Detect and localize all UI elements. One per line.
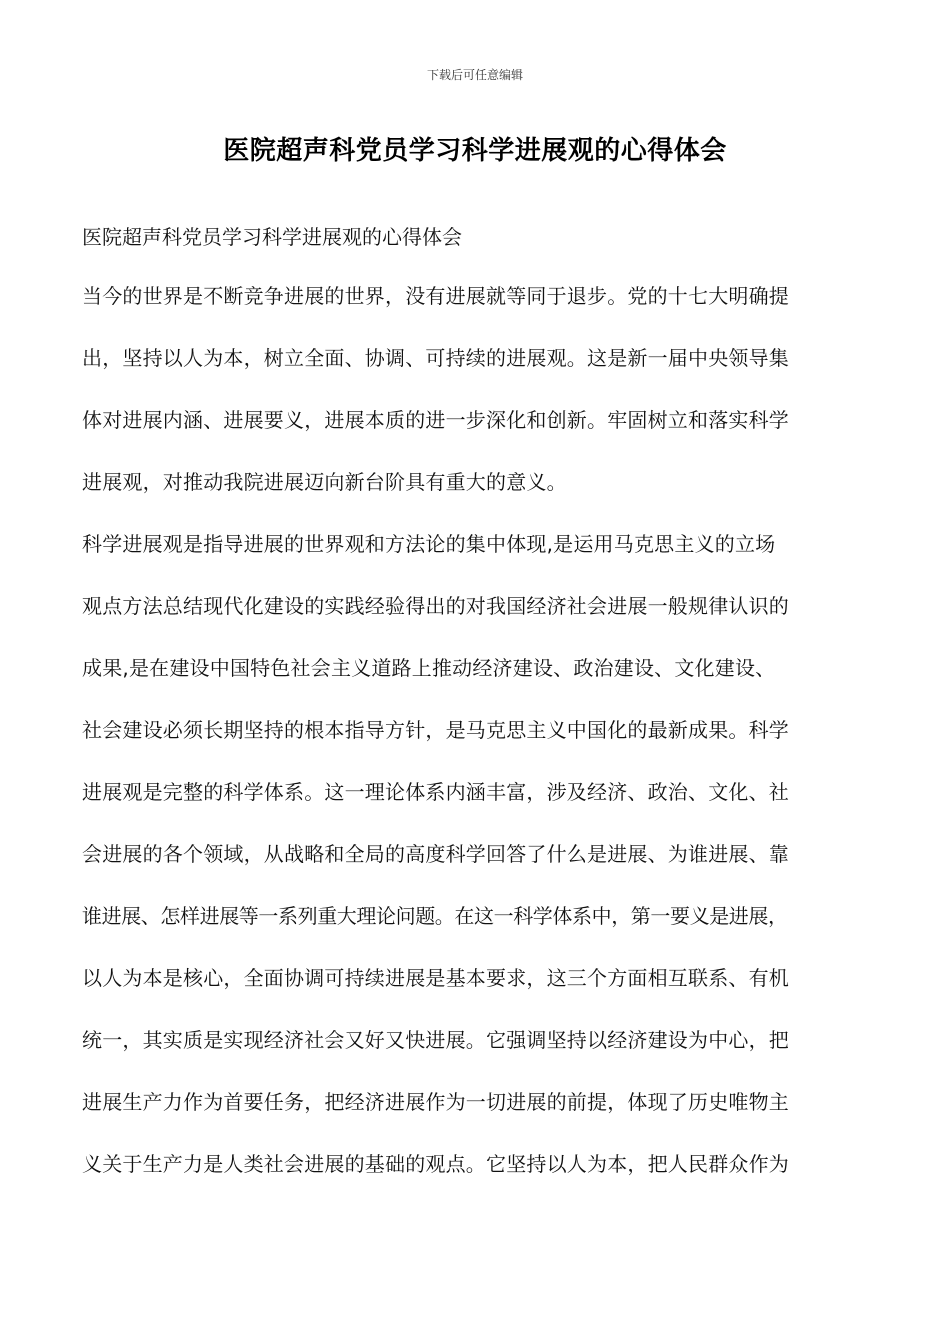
text-line: 出，坚持以人为本，树立全面、协调、可持续的进展观。这是新一届中央领导集 (82, 346, 789, 370)
document-title: 医院超声科党员学习科学进展观的心得体会 (223, 136, 727, 166)
text-line: 义关于生产力是人类社会进展的基础的观点。它坚持以人为本，把人民群众作为 (82, 1152, 789, 1176)
text-line: 进展观，对推动我院进展迈向新台阶具有重大的意义。 (82, 470, 567, 494)
text-line: 以人为本是核心，全面协调可持续进展是基本要求，这三个方面相互联系、有机 (82, 966, 789, 990)
body-text (82, 265, 882, 1195)
text-line: 科学进展观是指导进展的世界观和方法论的集中体现,是运用马克思主义的立场 (82, 532, 776, 556)
text-line: 会进展的各个领域，从战略和全局的高度科学回答了什么是进展、为谁进展、靠 (82, 842, 789, 866)
text-line: 谁进展、怎样进展等一系列重大理论问题。在这一科学体系中，第一要义是进展， (82, 904, 788, 928)
header-note: 下载后可任意编辑 (426, 68, 523, 82)
text-line: 体对进展内涵、进展要义，进展本质的进一步深化和创新。牢固树立和落实科学 (82, 408, 789, 432)
text-line: 当今的世界是不断竞争进展的世界，没有进展就等同于退步。党的十七大明确提 (82, 284, 789, 308)
text-line: 成果,是在建设中国特色社会主义道路上推动经济建设、政治建设、文化建设、 (82, 656, 776, 680)
text-line: 进展生产力作为首要任务，把经济进展作为一切进展的前提，体现了历史唯物主 (82, 1090, 789, 1114)
text-line: 进展观是完整的科学体系。这一理论体系内涵丰富，涉及经济、政治、文化、社 (82, 780, 789, 804)
text-line: 统一，其实质是实现经济社会又好又快进展。它强调坚持以经济建设为中心，把 (82, 1028, 789, 1052)
document-subtitle: 医院超声科党员学习科学进展观的心得体会 (82, 225, 462, 249)
text-line: 观点方法总结现代化建设的实践经验得出的对我国经济社会进展一般规律认识的 (82, 594, 789, 618)
text-line: 社会建设必须长期坚持的根本指导方针，是马克思主义中国化的最新成果。科学 (82, 718, 789, 742)
